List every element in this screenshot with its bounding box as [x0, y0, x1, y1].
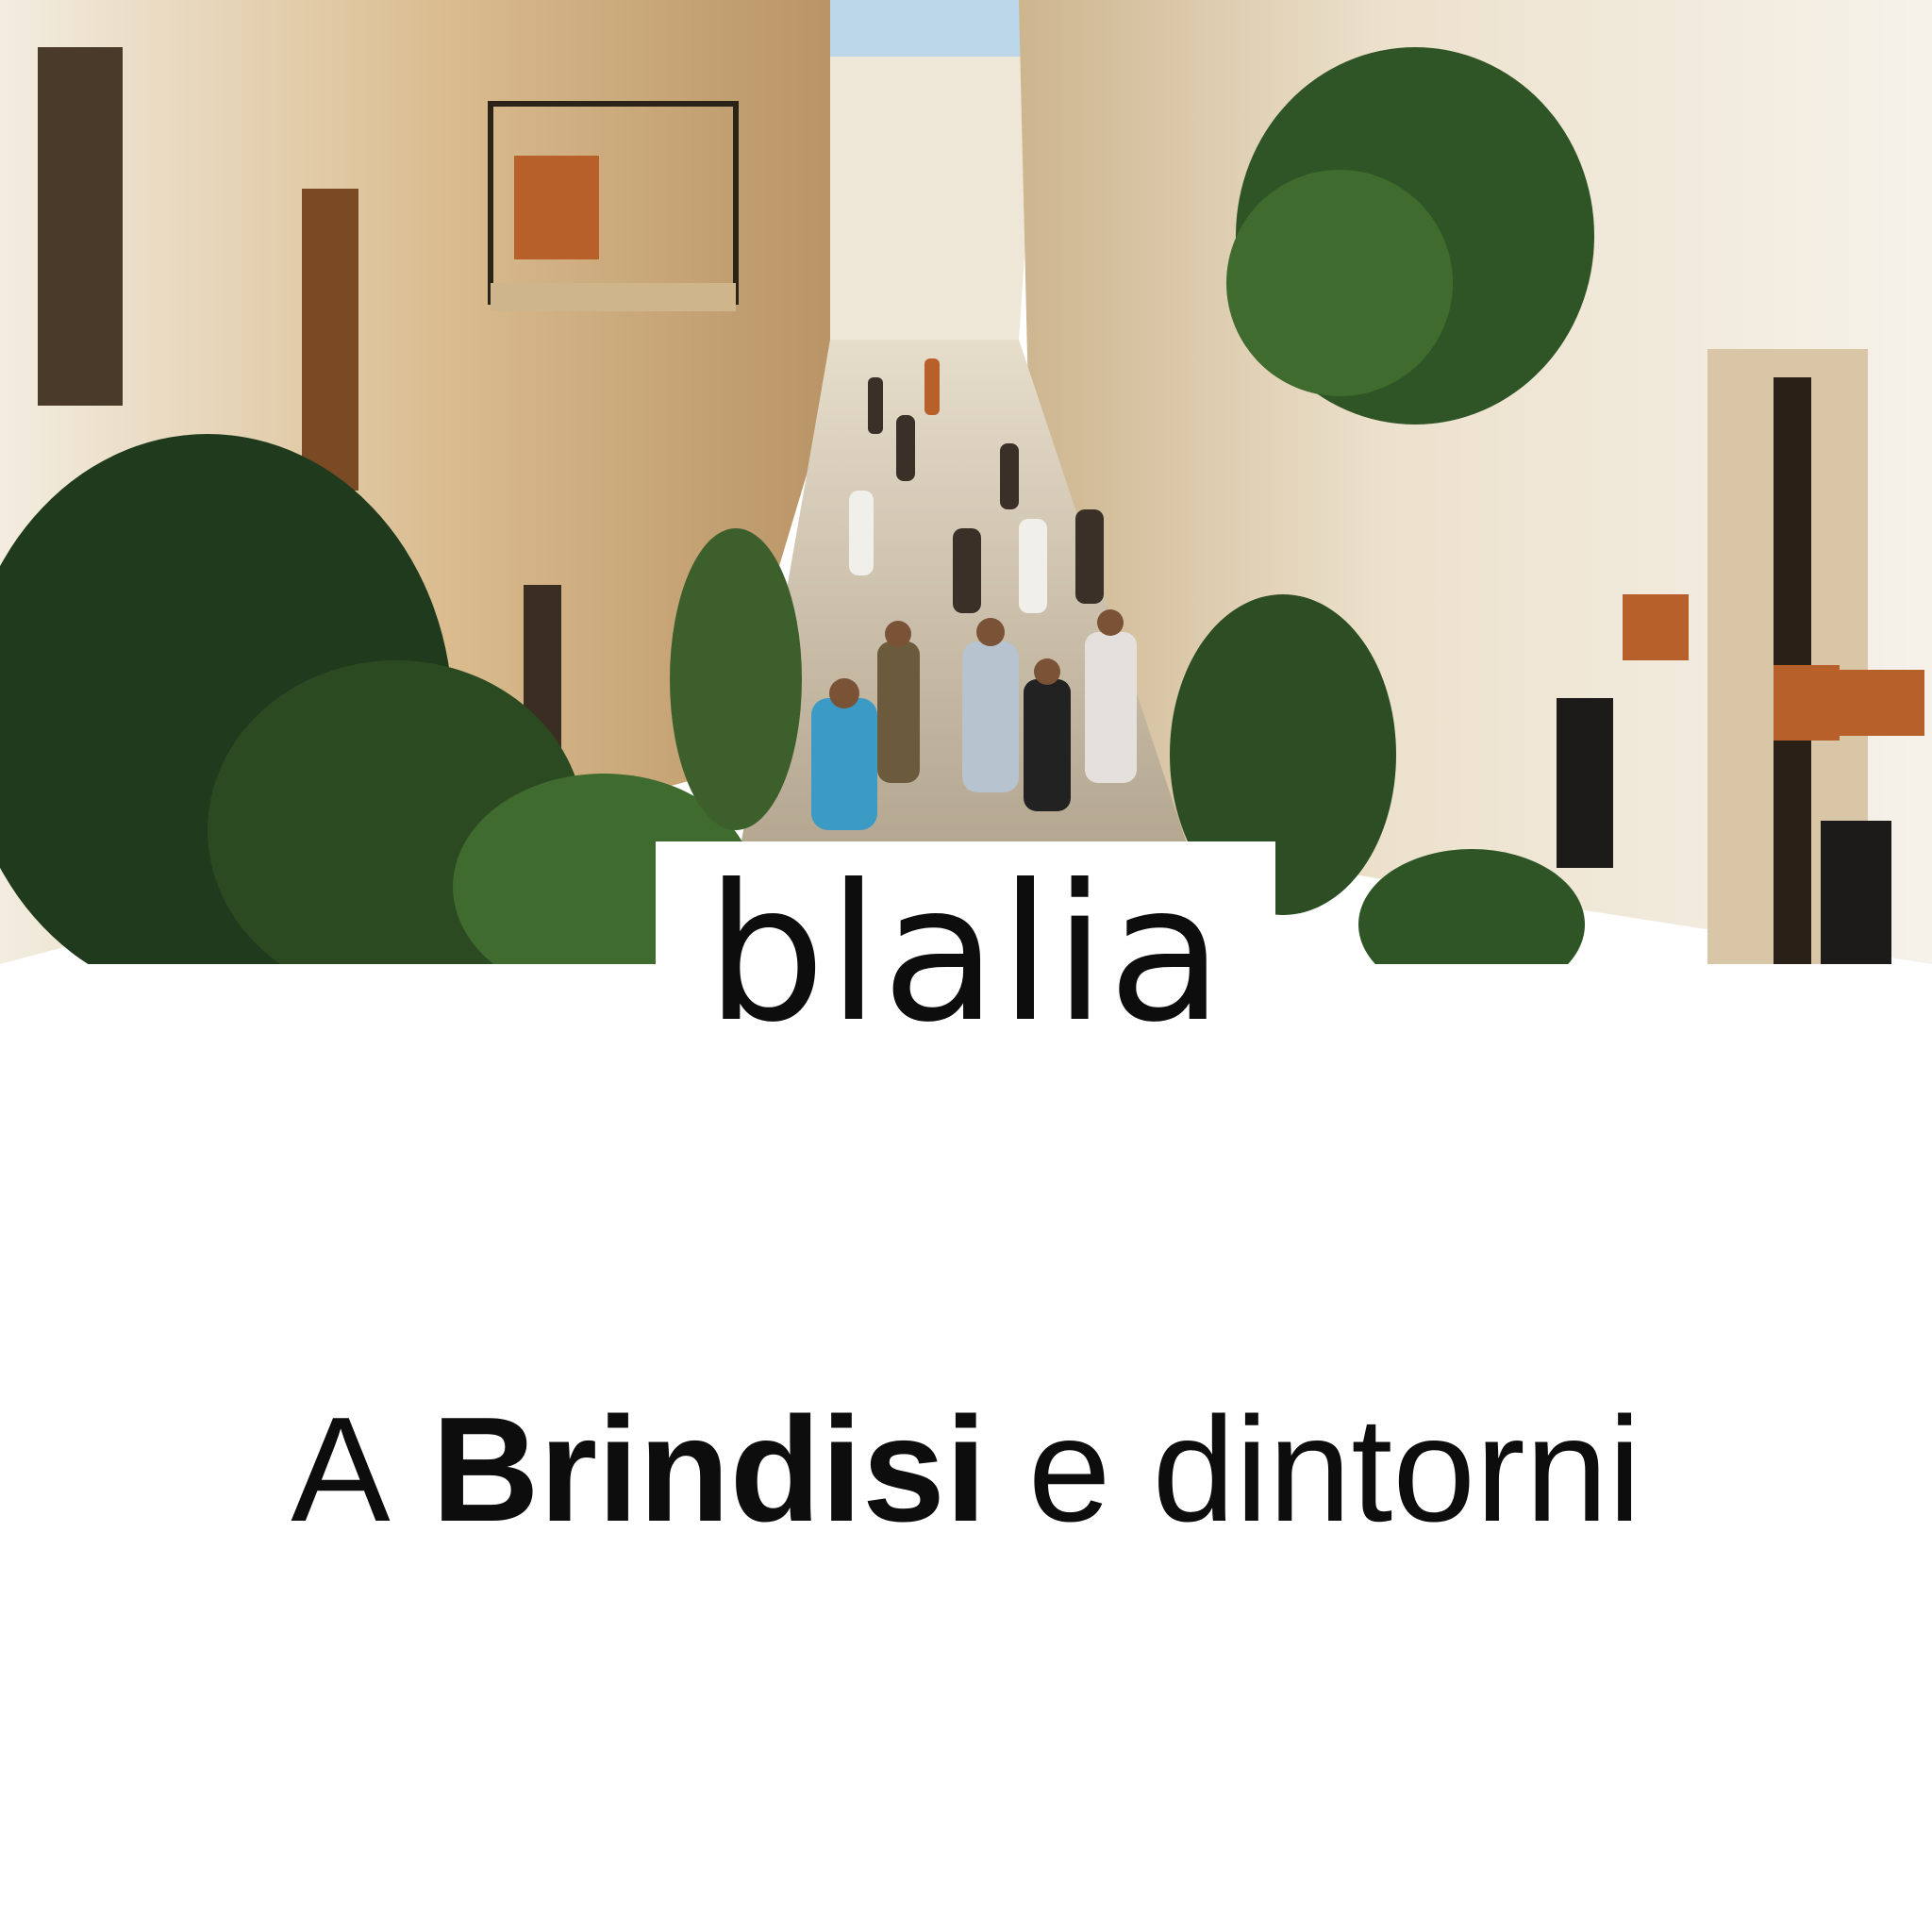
street-photo [0, 0, 1932, 964]
tagline-city: Brindisi [431, 1387, 987, 1553]
tagline-suffix: e dintorni [1027, 1387, 1641, 1553]
brand-logo: blalia [706, 844, 1225, 1064]
tagline [0, 1385, 1932, 1555]
logo-box [656, 841, 1275, 1064]
tagline-prefix: A [291, 1387, 391, 1553]
